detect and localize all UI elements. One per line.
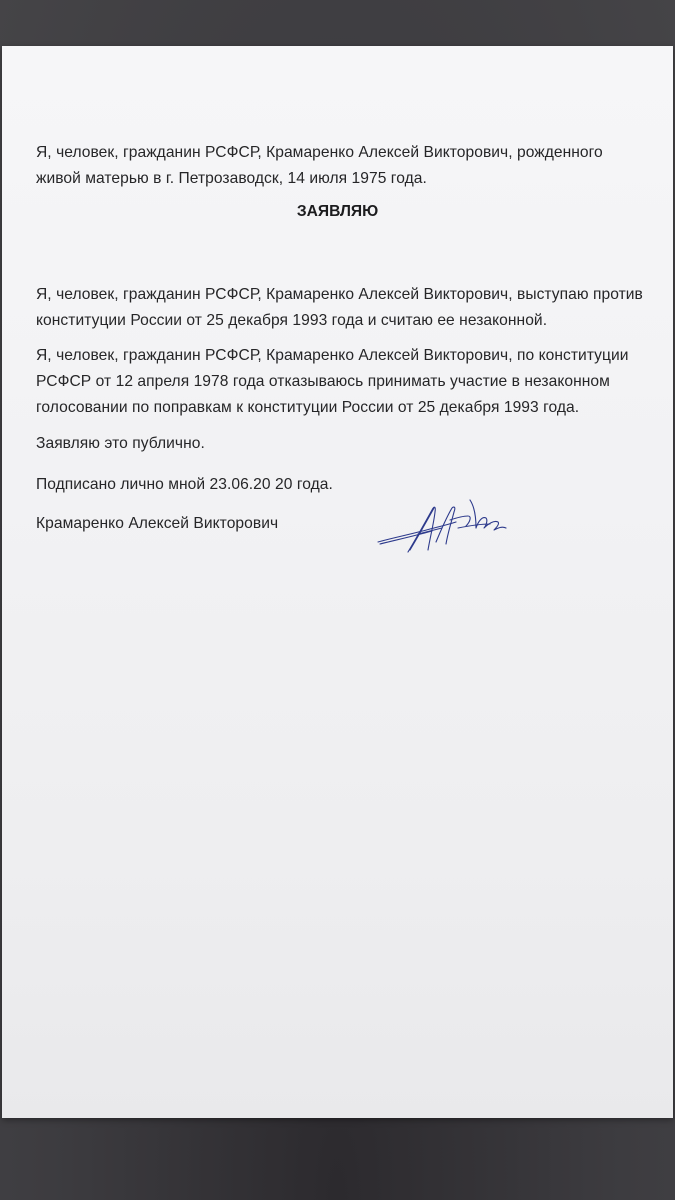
statement-paragraph-2: Я, человек, гражданин РСФСР, Крамаренко Алексей Викторович, по конституции РСФСР от 12 апреля 1978 года отказываюсь принимать участие в незаконном голосовании по поправкам к конституции России от 25 декабря 1993 года. bbox=[36, 347, 629, 416]
signed-date-line: Подписано лично мной 23.06.20 20 года. bbox=[36, 476, 333, 493]
paper-sheet bbox=[2, 46, 673, 1118]
public-declaration: Заявляю это публично. bbox=[36, 435, 205, 452]
statement-heading: ЗАЯВЛЯЮ bbox=[296, 203, 379, 220]
signer-name: Крамаренко Алексей Викторович bbox=[36, 515, 279, 532]
intro-paragraph: Я, человек, гражданин РСФСР, Крамаренко Алексей Викторович, рожденного живой матерью в г. Петрозаводск, 14 июля 1975 года. bbox=[36, 144, 603, 187]
statement-paragraph-1: Я, человек, гражданин РСФСР, Крамаренко Алексей Викторович, выступаю против конституции России от 25 декабря 1993 года и считаю ее незаконной. bbox=[36, 286, 643, 329]
handwritten-signature bbox=[372, 498, 512, 560]
